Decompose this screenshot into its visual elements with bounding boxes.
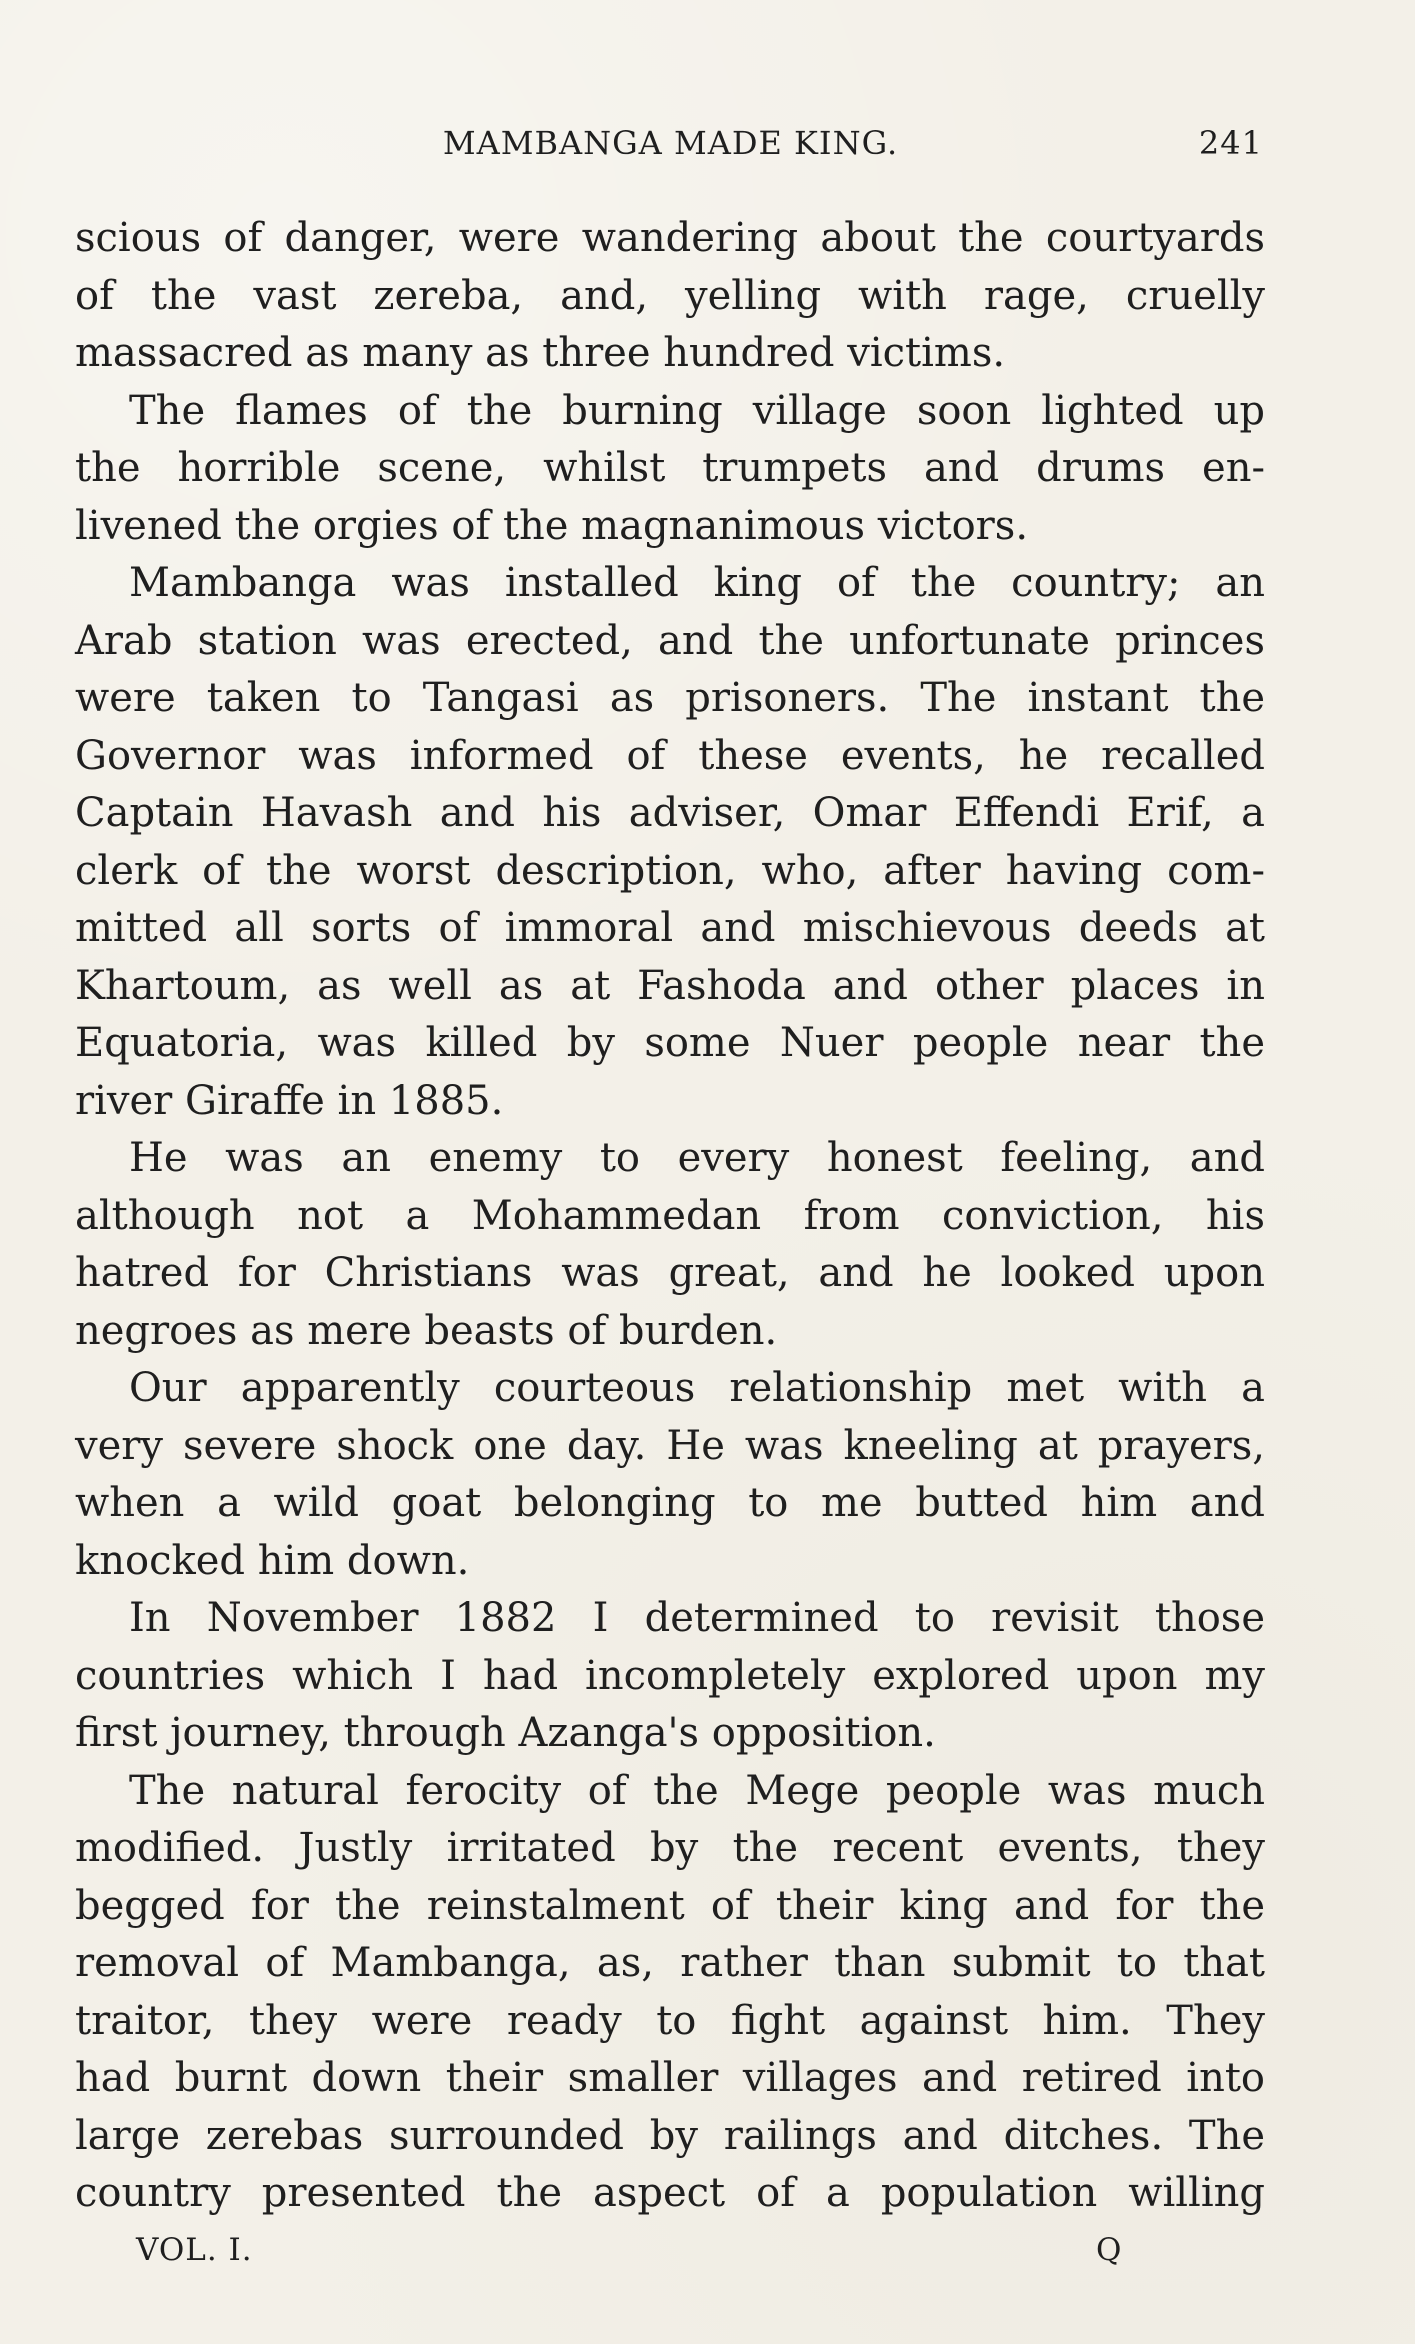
text-line: The flames of the burning village soon lighted up [129, 387, 1265, 434]
text-line: large zerebas surrounded by railings and ditches. The [75, 2112, 1265, 2159]
text-line: scious of danger, were wandering about the courtyards [75, 215, 1265, 261]
text-line: Arab station was erected, and the unfortunate princes [75, 617, 1265, 664]
text-line: although not a Mohammedan from conviction, his [75, 1192, 1265, 1239]
text-line: clerk of the worst description, who, after having com- [75, 847, 1265, 894]
text-line: Our apparently courteous relationship met with a [129, 1365, 1265, 1411]
text-line: knocked him down. [75, 1537, 470, 1584]
text-line: In November 1882 I determined to revisit those [129, 1595, 1265, 1641]
text-line: removal of Mambanga, as, rather than submit to that [75, 1940, 1265, 1986]
volume-label: VOL. I. [136, 2232, 253, 2268]
text-line: had burnt down their smaller villages and retired into [75, 2055, 1265, 2101]
text-line: were taken to Tangasi as prisoners. The instant the [75, 675, 1265, 721]
text-line: of the vast zereba, and, yelling with rage, cruelly [75, 272, 1265, 319]
text-line: Governor was informed of these events, he recalled [75, 732, 1265, 779]
text-line: He was an enemy to every honest feeling, and [129, 1135, 1265, 1181]
running-head [78, 124, 1263, 172]
text-line: countries which I had incompletely explored upon my [75, 1652, 1265, 1699]
signature-mark: Q [1096, 2232, 1122, 2268]
text-line: hatred for Christians was great, and he looked upon [75, 1250, 1265, 1296]
text-line: very severe shock one day. He was kneeling at prayers, [75, 1422, 1265, 1469]
text-line: river Giraffe in 1885. [75, 1077, 504, 1124]
running-title: MAMBANGA MADE KING. [442, 124, 899, 162]
page-footer [136, 2232, 1122, 2280]
page-number: 241 [1198, 124, 1263, 162]
text-line: first journey, through Azanga's opposition. [75, 1710, 936, 1756]
text-line: Khartoum, as well as at Fashoda and other places in [75, 962, 1265, 1009]
text-line: the horrible scene, whilst trumpets and drums en- [75, 445, 1265, 491]
text-line: negroes as mere beasts of burden. [75, 1307, 778, 1354]
text-line: Mambanga was installed king of the country; an [129, 560, 1265, 606]
body-text [75, 210, 1265, 2223]
text-line: when a wild goat belonging to me butted him and [75, 1480, 1265, 1526]
text-line: country presented the aspect of a population willing [75, 2170, 1265, 2216]
text-line: modified. Justly irritated by the recent events, they [75, 1825, 1265, 1871]
text-line: massacred as many as three hundred victims. [75, 330, 1006, 376]
text-line: traitor, they were ready to fight against him. They [75, 1997, 1265, 2044]
text-line: Captain Havash and his adviser, Omar Effendi Erif, a [75, 790, 1265, 836]
text-line: livened the orgies of the magnanimous victors. [75, 502, 1029, 549]
text-line: Equatoria, was killed by some Nuer people near the [75, 1020, 1265, 1066]
text-line: mitted all sorts of immoral and mischievous deeds at [75, 905, 1265, 951]
text-line: begged for the reinstalment of their king and for the [75, 1882, 1265, 1929]
text-line: The natural ferocity of the Mege people was much [129, 1767, 1265, 1814]
